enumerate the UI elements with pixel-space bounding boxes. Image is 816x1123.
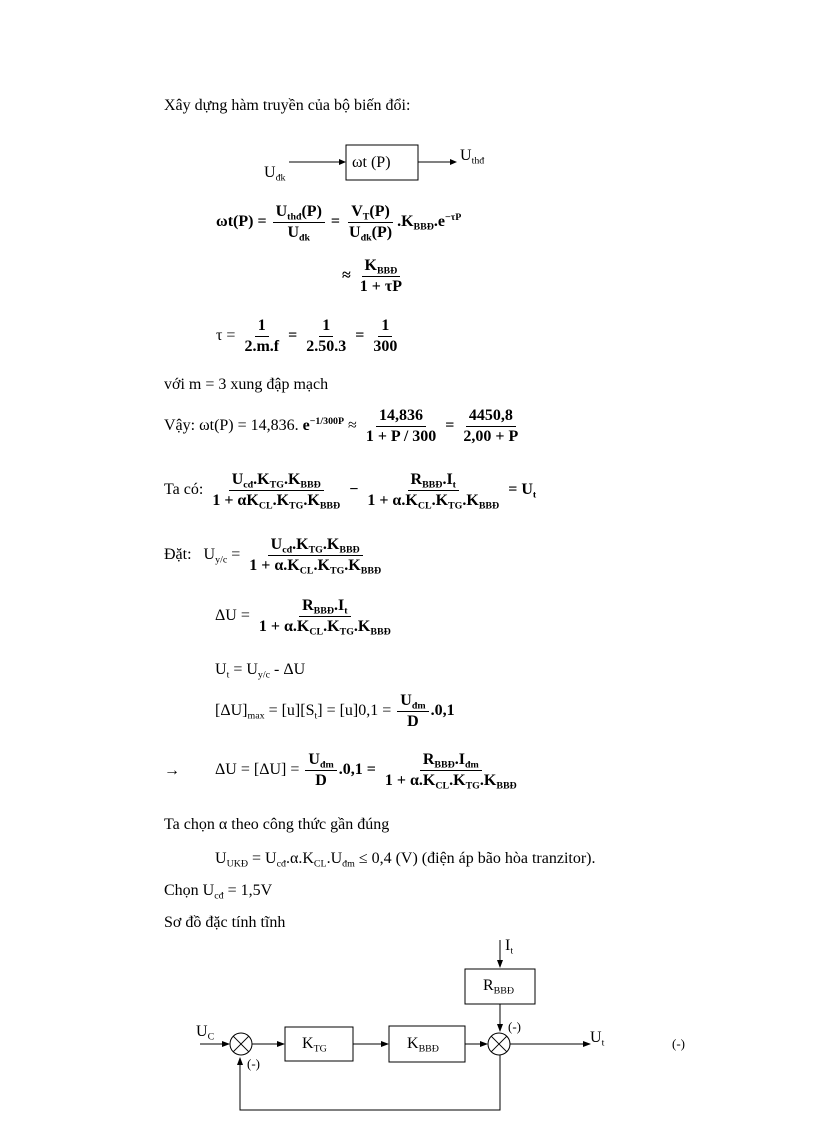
summing-junction-1 (230, 1033, 252, 1055)
text-ta-chon: Ta chọn α theo công thức gần đúng (164, 816, 390, 833)
label-kbbd: $K_{BBĐ}$ (407, 1035, 439, 1055)
summing-junction-2 (488, 1033, 510, 1055)
label-it: $I_t$ (505, 937, 514, 957)
label-rbbd: $R_{BBĐ}$ (483, 977, 515, 997)
equation-delta-u-max: $[\Delta U]_{max} = [u][S_t] = [u]0,1$ = $\frac{U_{đm}}{D}$ .0,1 (215, 692, 455, 730)
block-output-label: $U_{thđ}$ (460, 147, 485, 167)
block-input-label: $U_{đk}$ (264, 164, 286, 184)
equation-ukd: $U_{UKĐ} = U_{cđ}.\alpha.K_{CL}.U_{đm} \le 0,4$ (V) (điện áp bão hòa tranzitor). (215, 850, 596, 870)
text-so-do: Sơ đồ đặc tính tĩnh (164, 914, 286, 931)
equation-transfer: ωt(P) = $\frac{U_{thđ}(P)}{U_{đk}}$ = $\frac{V_T(P)}{U_{đk}(P)}$ $.K_{BBĐ}.e^{-\tau P}$ (216, 203, 462, 244)
label-uc: $U_C$ (196, 1023, 215, 1043)
arrow-symbol: → (164, 762, 180, 779)
equation-result: Vậy: ωt(P) = 14,836. $e^{-1/300P}$ ≈ $\frac{14,836}{1 + P / 300}$ = $\frac{4450,8}{2,00 + P}$ (164, 407, 519, 445)
label-minus-3: (-) (672, 1036, 685, 1051)
text-pulse-count: với m = 3 xung đập mạch (164, 376, 329, 393)
equation-tau: τ = $\frac{1}{2.m.f}$ = $\frac{1}{2.50.3}$ = $\frac{1}{300}$ (216, 317, 398, 355)
equation-ut: $U_t = U_{y/c} - \Delta U$ (215, 661, 306, 681)
label-ktg: $K_{TG}$ (302, 1035, 327, 1055)
equation-delta-u: ΔU = $\frac{R_{BBĐ}.I_t}{1 + \alpha.K_{CL}.K_{TG}.K_{BBĐ}}$ (215, 597, 391, 638)
equation-approx: ≈ $\frac{K_{BBĐ}}{1 + \tau P}$ (342, 257, 403, 295)
equation-ta-co: Ta có: $\frac{U_{cđ}.K_{TG}.K_{BBĐ}}{1 + \alpha K_{CL}.K_{TG}.K_{BBĐ}}$ − $\frac{R_{BBĐ}.I_t}{1 + \alpha.K_{CL}.K_{TG}.K_{BBĐ}}$ = $U_t$ (164, 471, 537, 512)
equation-dat: Đặt: $U_{y/c}$ = $\frac{U_{cđ}.K_{TG}.K_{BBĐ}}{1 + \alpha.K_{CL}.K_{TG}.K_{BBĐ}}$ (164, 536, 382, 577)
heading: Xây dựng hàm truyền của bộ biến đổi: (164, 97, 411, 114)
label-minus-1: (-) (247, 1056, 260, 1071)
block-box-label: ωt (P) (352, 154, 391, 171)
equation-delta-u-final: ΔU = [ΔU] = $\frac{U_{đm}}{D}$ .0,1 = $\frac{R_{BBĐ}.I_{đm}}{1 + \alpha.K_{CL}.K_{TG}.K_{BBĐ}}$ (215, 751, 517, 792)
text-chon: Chọn $U_{cđ} = 1,5V$ (164, 882, 273, 902)
label-minus-2: (-) (508, 1019, 521, 1034)
label-ut: $U_t$ (590, 1029, 605, 1049)
